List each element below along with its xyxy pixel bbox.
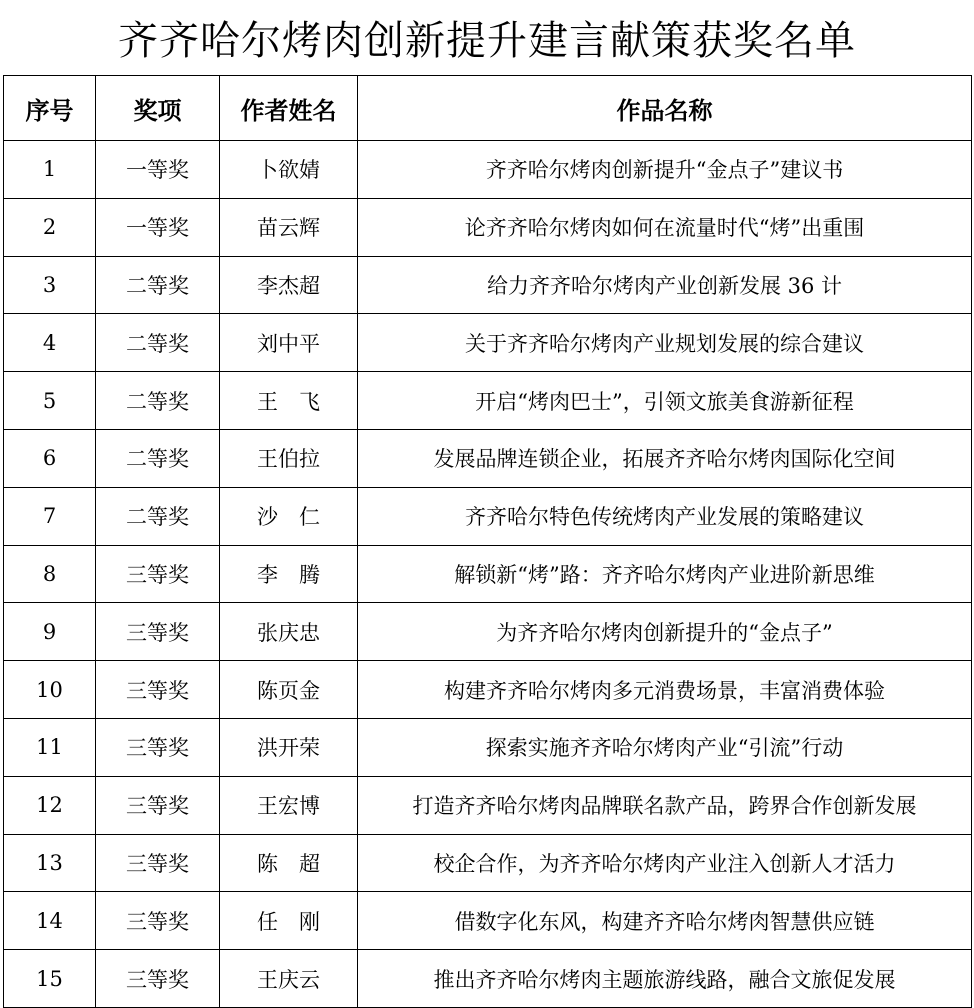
work-title-cell: 解锁新“烤”路：齐齐哈尔烤肉产业进阶新思维 xyxy=(358,545,972,603)
author-cell: 王庆云 xyxy=(220,950,358,1008)
work-title-cell: 给力齐齐哈尔烤肉产业创新发展 36 计 xyxy=(358,256,972,314)
serial-number-cell: 2 xyxy=(4,198,96,256)
work-title-cell: 探索实施齐齐哈尔烤肉产业“引流”行动 xyxy=(358,718,972,776)
table-row xyxy=(4,892,972,950)
serial-number-cell: 10 xyxy=(4,661,96,719)
award-cell: 三等奖 xyxy=(96,834,220,892)
award-cell: 二等奖 xyxy=(96,429,220,487)
serial-number-cell: 7 xyxy=(4,487,96,545)
table-row xyxy=(4,429,972,487)
award-cell: 一等奖 xyxy=(96,141,220,199)
table-row xyxy=(4,372,972,430)
work-title-cell: 推出齐齐哈尔烤肉主题旅游线路，融合文旅促发展 xyxy=(358,950,972,1008)
author-cell: 洪开荣 xyxy=(220,718,358,776)
author-cell: 李 腾 xyxy=(220,545,358,603)
serial-number-cell: 4 xyxy=(4,314,96,372)
award-cell: 三等奖 xyxy=(96,718,220,776)
award-cell: 三等奖 xyxy=(96,892,220,950)
table-row xyxy=(4,256,972,314)
award-table xyxy=(3,75,972,1008)
header-work-title: 作品名称 xyxy=(358,76,972,141)
serial-number-cell: 8 xyxy=(4,545,96,603)
award-cell: 三等奖 xyxy=(96,661,220,719)
work-title-cell: 开启“烤肉巴士”，引领文旅美食游新征程 xyxy=(358,372,972,430)
table-row xyxy=(4,776,972,834)
work-title-cell: 构建齐齐哈尔烤肉多元消费场景，丰富消费体验 xyxy=(358,661,972,719)
header-award: 奖项 xyxy=(96,76,220,141)
serial-number-cell: 11 xyxy=(4,718,96,776)
award-cell: 三等奖 xyxy=(96,776,220,834)
author-cell: 任 刚 xyxy=(220,892,358,950)
table-row xyxy=(4,661,972,719)
award-cell: 二等奖 xyxy=(96,487,220,545)
author-cell: 陈 超 xyxy=(220,834,358,892)
author-cell: 苗云辉 xyxy=(220,198,358,256)
work-title-cell: 齐齐哈尔烤肉创新提升“金点子”建议书 xyxy=(358,141,972,199)
award-cell: 二等奖 xyxy=(96,372,220,430)
table-row xyxy=(4,834,972,892)
award-cell: 一等奖 xyxy=(96,198,220,256)
table-row xyxy=(4,198,972,256)
serial-number-cell: 14 xyxy=(4,892,96,950)
table-row xyxy=(4,950,972,1008)
work-title-cell: 为齐齐哈尔烤肉创新提升的“金点子” xyxy=(358,603,972,661)
serial-number-cell: 9 xyxy=(4,603,96,661)
header-author-name: 作者姓名 xyxy=(220,76,358,141)
work-title-cell: 论齐齐哈尔烤肉如何在流量时代“烤”出重围 xyxy=(358,198,972,256)
author-cell: 张庆忠 xyxy=(220,603,358,661)
author-cell: 李杰超 xyxy=(220,256,358,314)
work-title-cell: 打造齐齐哈尔烤肉品牌联名款产品，跨界合作创新发展 xyxy=(358,776,972,834)
award-cell: 三等奖 xyxy=(96,603,220,661)
author-cell: 陈页金 xyxy=(220,661,358,719)
serial-number-cell: 3 xyxy=(4,256,96,314)
author-cell: 刘中平 xyxy=(220,314,358,372)
serial-number-cell: 12 xyxy=(4,776,96,834)
table-row xyxy=(4,314,972,372)
author-cell: 王宏博 xyxy=(220,776,358,834)
author-cell: 沙 仁 xyxy=(220,487,358,545)
award-cell: 二等奖 xyxy=(96,314,220,372)
table-row xyxy=(4,487,972,545)
work-title-cell: 关于齐齐哈尔烤肉产业规划发展的综合建议 xyxy=(358,314,972,372)
serial-number-cell: 13 xyxy=(4,834,96,892)
author-cell: 王 飞 xyxy=(220,372,358,430)
serial-number-cell: 1 xyxy=(4,141,96,199)
author-cell: 卜欲婧 xyxy=(220,141,358,199)
table-row xyxy=(4,141,972,199)
table-row xyxy=(4,545,972,603)
table-header-row xyxy=(4,76,972,141)
table-row xyxy=(4,718,972,776)
header-serial-number: 序号 xyxy=(4,76,96,141)
author-cell: 王伯拉 xyxy=(220,429,358,487)
work-title-cell: 齐齐哈尔特色传统烤肉产业发展的策略建议 xyxy=(358,487,972,545)
serial-number-cell: 15 xyxy=(4,950,96,1008)
serial-number-cell: 6 xyxy=(4,429,96,487)
work-title-cell: 发展品牌连锁企业，拓展齐齐哈尔烤肉国际化空间 xyxy=(358,429,972,487)
work-title-cell: 借数字化东风，构建齐齐哈尔烤肉智慧供应链 xyxy=(358,892,972,950)
work-title-cell: 校企合作，为齐齐哈尔烤肉产业注入创新人才活力 xyxy=(358,834,972,892)
page-title: 齐齐哈尔烤肉创新提升建言献策获奖名单 xyxy=(118,18,856,64)
award-cell: 三等奖 xyxy=(96,950,220,1008)
table-row xyxy=(4,603,972,661)
serial-number-cell: 5 xyxy=(4,372,96,430)
award-cell: 三等奖 xyxy=(96,545,220,603)
award-cell: 二等奖 xyxy=(96,256,220,314)
